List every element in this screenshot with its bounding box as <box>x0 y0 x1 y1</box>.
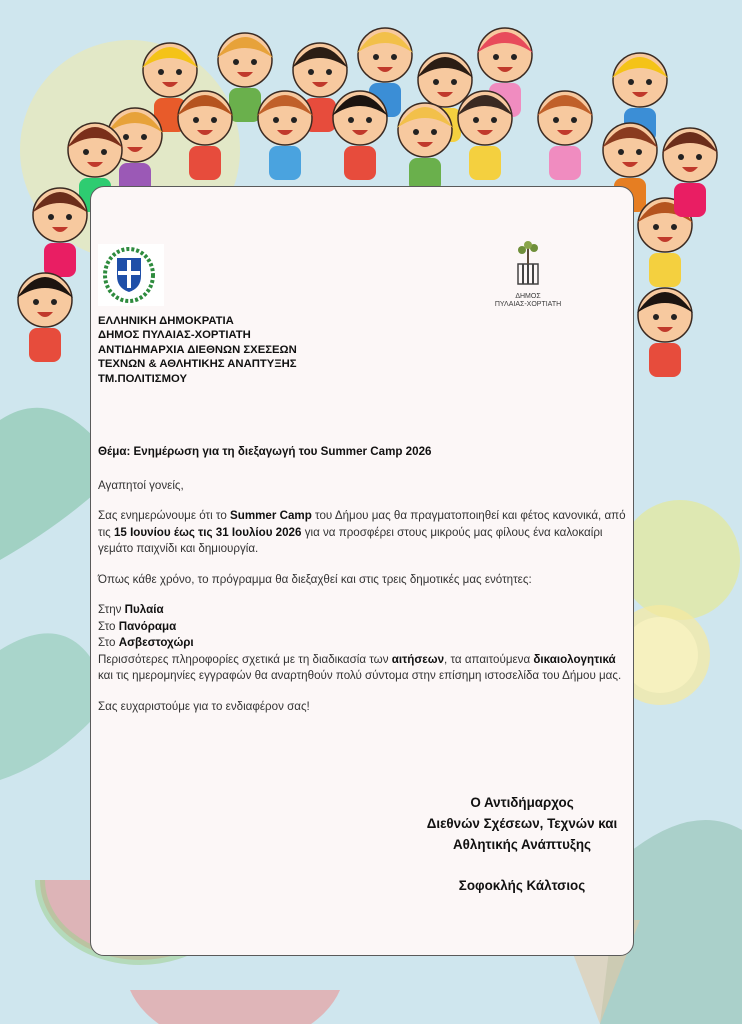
header-line: ΑΝΤΙΔΗΜΑΡΧΙΑ ΔΙΕΘΝΩΝ ΣΧΕΣΕΩΝ <box>98 343 297 356</box>
child-eye <box>671 314 677 320</box>
child-figure-body <box>269 146 301 180</box>
child-figure-body <box>344 146 376 180</box>
child-eye <box>141 134 147 140</box>
text: Στο <box>98 619 119 633</box>
child-figure-body <box>469 146 501 180</box>
child-eye <box>636 149 642 155</box>
child-eye <box>553 117 559 123</box>
child-eye <box>511 54 517 60</box>
signature-title: Ο Αντιδήμαρχος <box>470 795 574 810</box>
child-eye <box>671 224 677 230</box>
child-eye <box>158 69 164 75</box>
child-eye <box>653 224 659 230</box>
location-name: Ασβεστοχώρι <box>118 636 194 649</box>
child-eye <box>308 69 314 75</box>
header-line: ΤΕΧΝΩΝ & ΑΘΛΗΤΙΚΗΣ ΑΝΑΠΤΥΞΗΣ <box>98 358 297 371</box>
header-line: ΤΜ.ΠΟΛΙΤΙΣΜΟΥ <box>98 372 188 385</box>
signature-title: Διεθνών Σχέσεων, Τεχνών και <box>426 816 618 831</box>
child-eye <box>391 54 397 60</box>
text: , τα απαιτούμενα <box>444 652 534 666</box>
child-eye <box>373 54 379 60</box>
text: και τις ημερομηνίες εγγραφών θα αναρτηθούν πολύ σύντομα στην επίσημη ιστοσελίδα του Δήμου μας. <box>98 669 622 682</box>
letter-subject: Θέμα: Ενημέρωση για τη διεξαγωγή του Summer Camp 2026 <box>98 445 432 458</box>
child-eye <box>653 314 659 320</box>
location-name: Πανόραμα <box>118 619 177 633</box>
greek-emblem-logo <box>98 244 164 306</box>
child-eye <box>493 54 499 60</box>
documents-bold: δικαιολογητικά <box>533 652 616 666</box>
child-eye <box>628 79 634 85</box>
location-panorama <box>98 619 628 636</box>
child-eye <box>233 59 239 65</box>
child-eye <box>273 117 279 123</box>
municipality-logo-line1: ΔΗΜΟΣ <box>515 293 541 300</box>
letter-greeting: Αγαπητοί γονείς, <box>98 478 184 492</box>
child-eye <box>571 117 577 123</box>
text: του Δήμου μας θα πραγματοποιηθεί και φέτος κανονικά, από τις <box>98 509 626 539</box>
child-eye <box>123 134 129 140</box>
text: Στην <box>98 603 125 616</box>
dates-bold: 15 Ιουνίου έως τις 31 Ιουλίου 2026 <box>113 525 302 539</box>
child-eye <box>83 149 89 155</box>
letter-header <box>98 314 358 386</box>
child-figure-body <box>189 146 221 180</box>
signature-title: Αθλητικής Ανάπτυξης <box>452 837 592 852</box>
child-eye <box>326 69 332 75</box>
summer-camp-bold: Summer Camp <box>230 509 312 522</box>
child-eye <box>193 117 199 123</box>
child-eye <box>101 149 107 155</box>
child-eye <box>348 117 354 123</box>
letter-body <box>98 444 628 715</box>
child-eye <box>291 117 297 123</box>
header-line: ΕΛΛΗΝΙΚΗ ΔΗΜΟΚΡΑΤΙΑ <box>98 315 234 327</box>
child-eye <box>646 79 652 85</box>
child-figure-body <box>649 253 681 287</box>
child-eye <box>51 299 57 305</box>
child-figure-body <box>29 328 61 362</box>
child-eye <box>491 117 497 123</box>
signature-name: Σοφοκλής Κάλτσιος <box>458 878 586 893</box>
child-eye <box>678 154 684 160</box>
child-eye <box>33 299 39 305</box>
child-eye <box>366 117 372 123</box>
child-figure-body <box>549 146 581 180</box>
child-eye <box>211 117 217 123</box>
child-figure-body <box>649 343 681 377</box>
applications-bold: αιτήσεων <box>391 652 445 666</box>
text: για να προσφέρει στους μικρούς μας φίλους ένα καλοκαίρι γεμάτο παιχνίδι και δημιουργία. <box>98 525 603 555</box>
child-eye <box>251 59 257 65</box>
paragraph-info <box>98 652 628 685</box>
municipality-logo <box>493 240 563 312</box>
child-figure-body <box>44 243 76 277</box>
child-eye <box>66 214 72 220</box>
signature-block <box>392 792 652 896</box>
child-eye <box>176 69 182 75</box>
child-eye <box>696 154 702 160</box>
child-eye <box>451 79 457 85</box>
tree-icon <box>508 240 548 288</box>
letter-thanks: Σας ευχαριστούμε για το ενδιαφέρον σας! <box>98 699 310 713</box>
location-name: Πυλαία <box>124 603 164 616</box>
child-eye <box>433 79 439 85</box>
child-eye <box>473 117 479 123</box>
municipality-logo-line2: ΠΥΛΑΙΑΣ-ΧΟΡΤΙΑΤΗ <box>494 301 562 308</box>
paragraph-dates <box>98 508 628 558</box>
child-eye <box>48 214 54 220</box>
header-line: ΔΗΜΟΣ ΠΥΛΑΙΑΣ-ΧΟΡΤΙΑΤΗ <box>98 329 251 342</box>
text: Περισσότερες πληροφορίες σχετικά με τη διαδικασία των <box>98 652 392 666</box>
child-eye <box>413 129 419 135</box>
child-figure-body <box>674 183 706 217</box>
location-asvestochori <box>98 635 628 652</box>
paragraph-units: Όπως κάθε χρόνο, το πρόγραμμα θα διεξαχθεί και στις τρεις δημοτικές μας ενότητες: <box>98 572 532 586</box>
child-eye <box>431 129 437 135</box>
text: Σας ενημερώνουμε ότι το <box>98 509 230 522</box>
location-pylaia <box>98 602 628 619</box>
text: Στο <box>98 636 119 649</box>
child-eye <box>618 149 624 155</box>
child-figure-body <box>229 88 261 122</box>
